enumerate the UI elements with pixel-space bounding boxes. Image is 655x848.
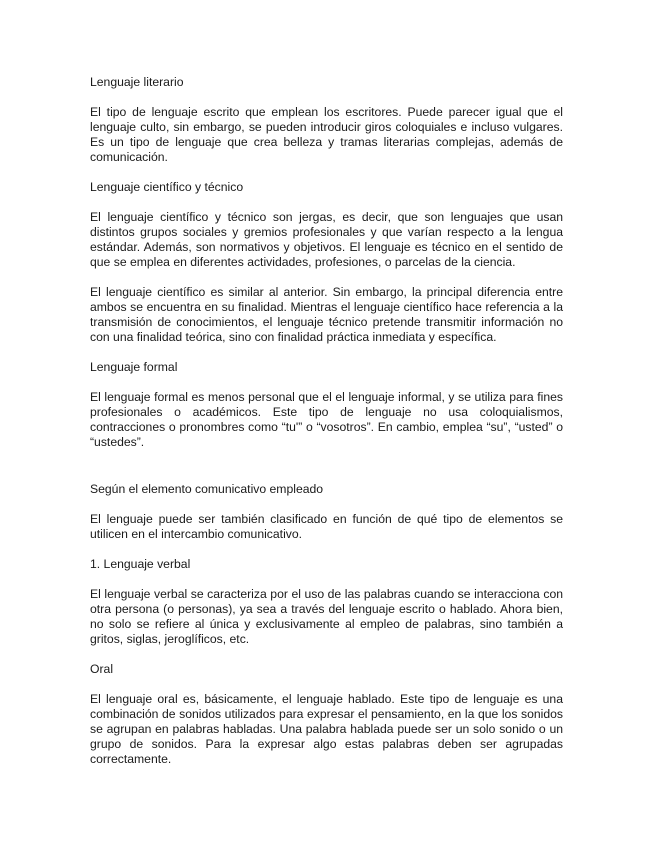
section-heading: Según el elemento comunicativo empleado bbox=[90, 482, 324, 496]
paragraph: El tipo de lenguaje escrito que emplean los escritores. Puede parecer igual que el lenguaje culto, sin embargo, se pueden introducir giros coloquiales e incluso vulgares. Es un tipo de lenguaje que crea belleza y tramas literarias complejas, además de comunicación. bbox=[90, 105, 563, 164]
section-heading: 1. Lenguaje verbal bbox=[90, 557, 191, 571]
paragraph: El lenguaje formal es menos personal que el el lenguaje informal, y se utiliza para fines profesionales o académicos. Este tipo de lenguaje no usa coloquialismos, contracciones o pronombres como “tu'” o “vosotros”. En cambio, emplea “su”, “usted” o “ustedes”. bbox=[90, 390, 563, 449]
document-body bbox=[90, 75, 563, 782]
paragraph: El lenguaje oral es, básicamente, el lenguaje hablado. Este tipo de lenguaje es una combinación de sonidos utilizados para expresar el pensamiento, en la que los sonidos se agrupan en palabras habladas. Una palabra hablada puede ser un solo sonido o un grupo de sonidos. Para la expresar algo estas palabras deben ser agrupadas correctamente. bbox=[90, 692, 563, 766]
section-heading: Lenguaje científico y técnico bbox=[90, 180, 244, 194]
section-heading: Lenguaje literario bbox=[90, 75, 184, 89]
section-heading: Lenguaje formal bbox=[90, 360, 178, 374]
paragraph: El lenguaje puede ser también clasificado en función de qué tipo de elementos se utilicen en el intercambio comunicativo. bbox=[90, 512, 563, 541]
paragraph: El lenguaje verbal se caracteriza por el uso de las palabras cuando se interacciona con otra persona (o personas), ya sea a través del lenguaje escrito o hablado. Ahora bien, no solo se refiere al única y exclusivamente al empleo de palabras, sino también a gritos, siglas, jeroglíficos, etc. bbox=[90, 587, 563, 646]
paragraph: El lenguaje científico y técnico son jergas, es decir, que son lenguajes que usan distintos grupos sociales y gremios profesionales y que varían respecto a la lengua estándar. Además, son normativos y objetivos. El lenguaje es técnico en el sentido de que se emplea en diferentes actividades, profesiones, o parcelas de la ciencia. bbox=[90, 210, 563, 269]
paragraph: El lenguaje científico es similar al anterior. Sin embargo, la principal diferencia entre ambos se encuentra en su finalidad. Mientras el lenguaje científico hace referencia a la transmisión de conocimientos, el lenguaje técnico pretende transmitir información no con una finalidad teórica, sino con finalidad práctica inmediata y específica. bbox=[90, 285, 563, 344]
section-heading: Oral bbox=[90, 662, 114, 676]
